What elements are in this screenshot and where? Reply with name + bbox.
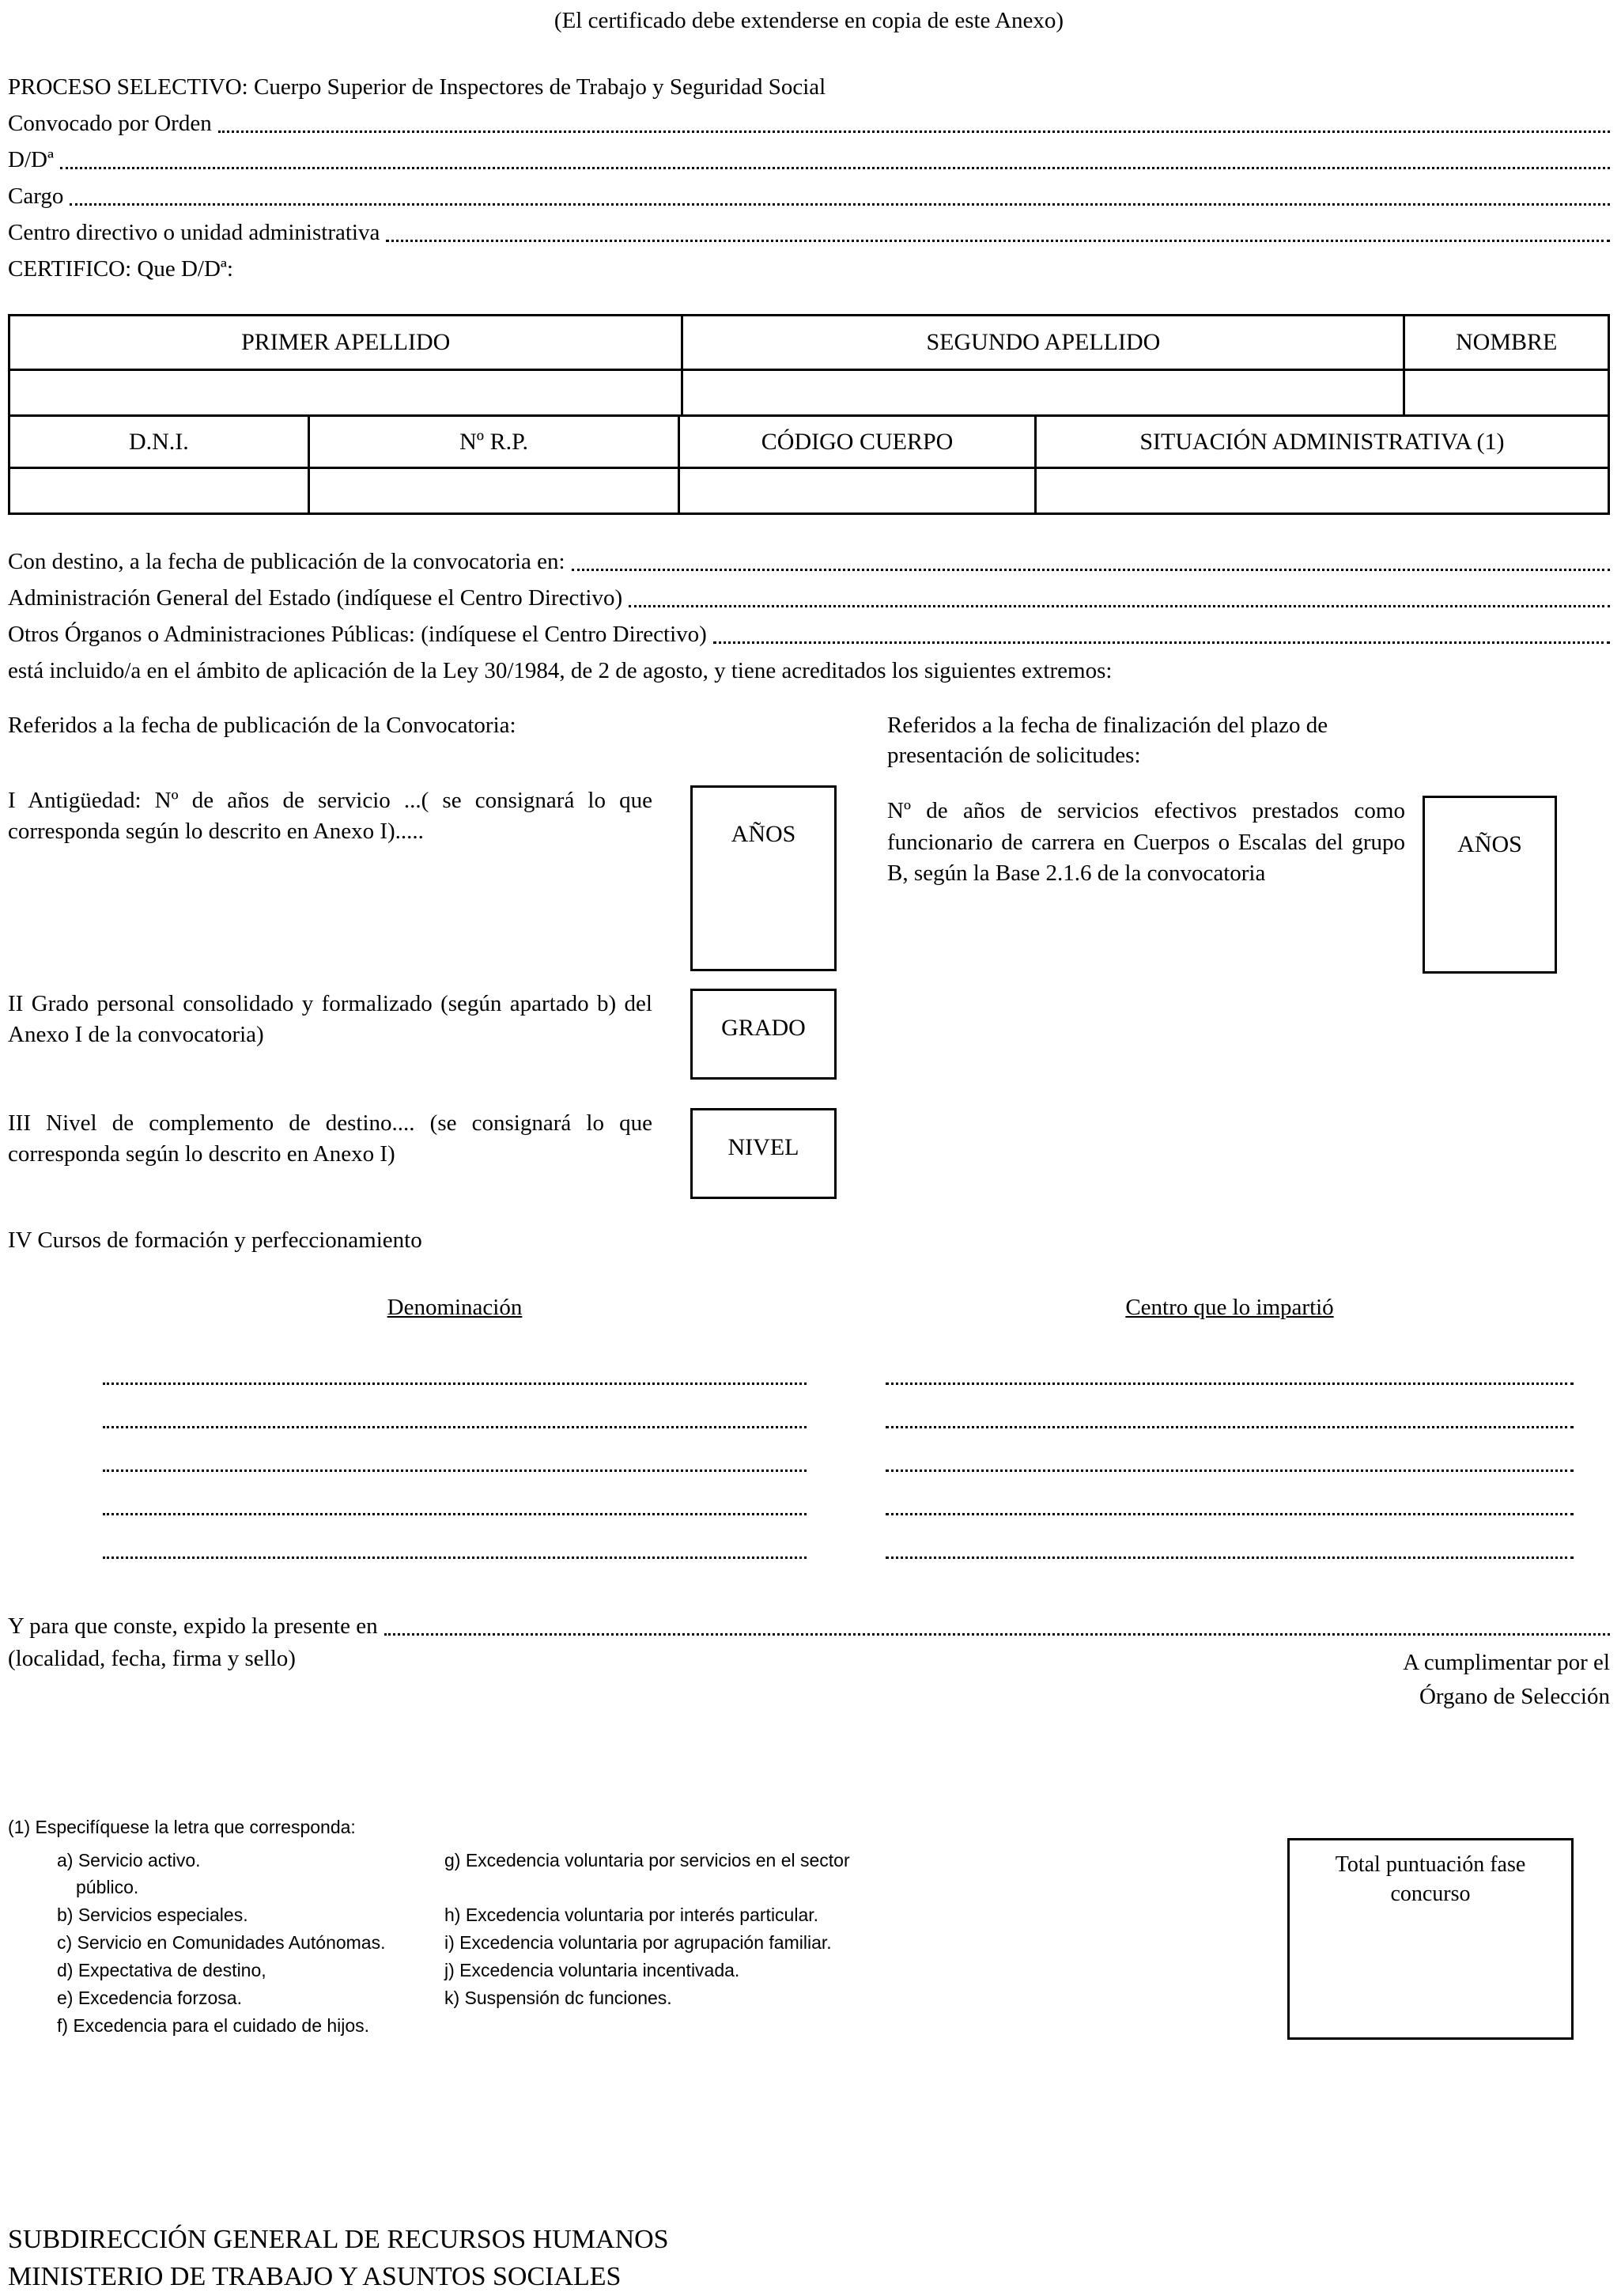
cursos-column-headers	[8, 1295, 1610, 1321]
dotted-fill	[886, 1426, 1574, 1428]
grado-box: GRADO	[690, 989, 837, 1080]
anos-box-left: AÑOS	[690, 785, 837, 971]
dotted-fill	[103, 1383, 807, 1385]
curso-entry-row	[8, 1439, 1610, 1483]
footnote-item: g) Excedencia voluntaria por servicios en el sector	[444, 1849, 850, 1870]
cell-dni	[10, 469, 308, 513]
footnote-item: j) Excedencia voluntaria incentivada.	[444, 1960, 740, 1981]
dotted-fill	[103, 1470, 807, 1472]
curso-entry-row	[8, 1396, 1610, 1439]
field-cargo	[8, 178, 1610, 214]
field-otros-organos	[8, 616, 1610, 652]
dotted-fill	[886, 1470, 1574, 1472]
field-admin-general	[8, 580, 1610, 616]
dotted-fill	[629, 605, 1610, 607]
footer	[8, 2221, 1610, 2296]
item-nivel-text: III Nivel de complemento de destino.... (se consignará lo que corresponda según lo descrito en Anexo I)	[8, 1110, 652, 1167]
footnote-item: d) Expectativa de destino,	[57, 1960, 266, 1981]
table-header-row-1	[10, 316, 1608, 369]
footnote-item: h) Excedencia voluntaria por interés particular.	[444, 1905, 819, 1926]
proceso-selectivo-line: PROCESO SELECTIVO: Cuerpo Superior de Inspectores de Trabajo y Seguridad Social	[8, 74, 826, 100]
item-nivel	[8, 1108, 838, 1199]
curso-entry-row	[8, 1483, 1610, 1526]
field-expido	[8, 1608, 1610, 1644]
footnote-item: e) Excedencia forzosa.	[57, 1988, 242, 2009]
field-otros-organos-label: Otros Órganos o Administraciones Públicas: (indíquese el Centro Directivo)	[8, 622, 707, 647]
field-centro-directivo-label: Centro directivo o unidad administrativa	[8, 220, 380, 245]
cumplimentar-line-1: A cumplimentar por el	[1403, 1649, 1610, 1675]
footnote-item: c) Servicio en Comunidades Autónomas.	[57, 1932, 386, 1954]
top-note: (El certificado debe extenderse en copia de este Anexo)	[554, 8, 1064, 33]
item-antiguedad	[8, 785, 838, 971]
curso-entry-row	[8, 1526, 1610, 1570]
field-dd-label: D/Dª	[8, 147, 54, 172]
item-servicios-efectivos	[887, 796, 1610, 974]
cursos-col1-header: Denominación	[387, 1294, 523, 1320]
footnote-item: i) Excedencia voluntaria por agrupación familiar.	[444, 1932, 832, 1954]
field-nombre-certificante	[8, 142, 1610, 178]
item-grado-text: II Grado personal consolidado y formalizado (según apartado b) del Anexo I de la convocatoria)	[8, 990, 652, 1047]
localidad-note: (localidad, fecha, firma y sello)	[8, 1645, 296, 1671]
footer-line-1: SUBDIRECCIÓN GENERAL DE RECURSOS HUMANOS	[8, 2224, 669, 2254]
cursos-entry-lines	[8, 1352, 1610, 1570]
left-column-heading: Referidos a la fecha de publicación de la Convocatoria:	[8, 713, 516, 738]
incluido-line: está incluido/a en el ámbito de aplicación de la Ley 30/1984, de 2 de agosto, y tiene acreditados los siguientes extremos:	[8, 658, 1113, 683]
dotted-fill	[103, 1426, 807, 1428]
footnote-item: f) Excedencia para el cuidado de hijos.	[57, 2014, 370, 2036]
dotted-fill	[384, 1633, 1610, 1636]
th-nombre: NOMBRE	[1403, 316, 1608, 369]
table-row	[10, 369, 1608, 414]
dotted-fill	[886, 1383, 1574, 1385]
th-numero-rp: Nº R.P.	[308, 417, 678, 467]
field-convocado	[8, 105, 1610, 142]
applicant-table	[8, 314, 1610, 515]
merits-section	[8, 711, 1610, 1199]
anos-box-right: AÑOS	[1423, 796, 1557, 974]
th-segundo-apellido: SEGUNDO APELLIDO	[681, 316, 1403, 369]
field-admin-general-label: Administración General del Estado (indíquese el Centro Directivo)	[8, 585, 623, 611]
field-con-destino-label: Con destino, a la fecha de publicación de la convocatoria en:	[8, 549, 565, 574]
footnote-item: k) Suspensión dc funciones.	[444, 1988, 672, 2009]
footnote-item: b) Servicios especiales.	[57, 1905, 248, 1926]
dotted-fill	[386, 240, 1610, 242]
cell-numero-rp	[308, 469, 678, 513]
closing-row	[8, 1646, 1610, 1715]
cell-nombre	[1403, 371, 1608, 414]
field-convocado-label: Convocado por Orden	[8, 111, 212, 136]
curso-entry-row	[8, 1352, 1610, 1396]
footnote-grid	[57, 1849, 1124, 2038]
footnote-item: público.	[76, 1877, 139, 1898]
field-con-destino	[8, 543, 1610, 580]
th-codigo-cuerpo: CÓDIGO CUERPO	[678, 417, 1033, 467]
field-cargo-label: Cargo	[8, 183, 64, 209]
th-primer-apellido: PRIMER APELLIDO	[241, 329, 451, 355]
dotted-fill	[103, 1557, 807, 1559]
bottom-zone	[8, 1816, 1610, 2188]
footer-line-2: MINISTERIO DE TRABAJO Y ASUNTOS SOCIALES	[8, 2262, 622, 2292]
dotted-fill	[886, 1513, 1574, 1515]
dotted-fill	[572, 569, 1610, 571]
cumplimentar-line-2: Órgano de Selección	[1419, 1684, 1610, 1710]
item-servicios-efectivos-text: Nº de años de servicios efectivos prestados como funcionario de carrera en Cuerpos o Escalas del grupo B, según la Base 2.1.6 de la convocatoria	[887, 798, 1405, 886]
dotted-fill	[70, 203, 1610, 206]
item-antiguedad-text: I Antigüedad: Nº de años de servicio ...( se consignará lo que corresponda según lo descrito en Anexo I).....	[8, 787, 652, 844]
nivel-box: NIVEL	[690, 1108, 837, 1199]
footnote-intro: (1) Especifíquese la letra que corresponda:	[8, 1816, 356, 1837]
dotted-fill	[218, 130, 1610, 133]
footnote-item	[444, 2014, 1124, 2038]
dotted-fill	[713, 641, 1610, 644]
right-column-heading: Referidos a la fecha de finalización del plazo de presentación de solicitudes:	[887, 713, 1328, 768]
cursos-col2-header: Centro que lo impartió	[1125, 1294, 1334, 1320]
th-situacion-administrativa: SITUACIÓN ADMINISTRATIVA (1)	[1034, 417, 1608, 467]
certifico-line: CERTIFICO: Que D/Dª:	[8, 256, 233, 282]
cell-situacion-administrativa	[1034, 469, 1608, 513]
table-row	[10, 467, 1608, 513]
cell-primer-apellido	[10, 371, 681, 414]
th-dni: D.N.I.	[128, 428, 189, 455]
merits-right-column	[887, 711, 1610, 1199]
field-centro-directivo	[8, 214, 1610, 251]
destino-section	[8, 543, 1610, 689]
footnote-item: a) Servicio activo.	[57, 1849, 201, 1870]
merits-left-column	[8, 711, 838, 1199]
cumplimentar-note	[1403, 1646, 1610, 1715]
cell-segundo-apellido	[681, 371, 1403, 414]
dotted-fill	[886, 1557, 1574, 1559]
dotted-fill	[60, 167, 1610, 169]
table-header-row-2	[10, 414, 1608, 467]
field-expido-label: Y para que conste, expido la presente en	[8, 1613, 378, 1639]
footnote-item	[444, 1876, 1124, 1900]
cell-codigo-cuerpo	[678, 469, 1033, 513]
total-puntuacion-box: Total puntuación fase concurso	[1287, 1838, 1574, 2040]
item-grado	[8, 989, 838, 1080]
dotted-fill	[103, 1513, 807, 1515]
cursos-title: IV Cursos de formación y perfeccionamiento	[8, 1227, 422, 1253]
